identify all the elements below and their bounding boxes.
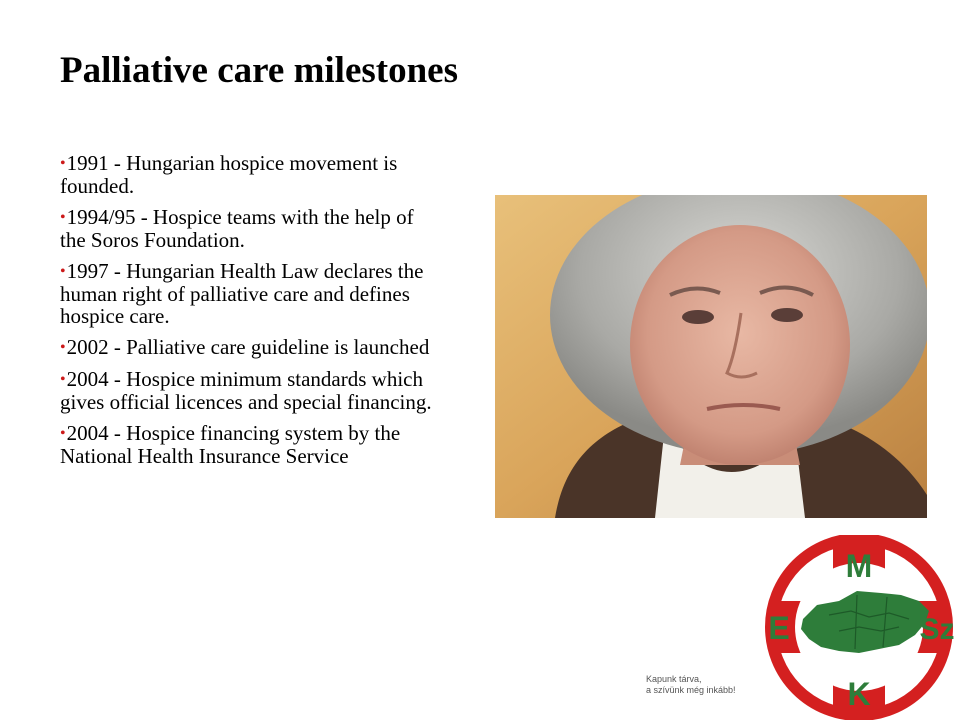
bullet-icon: • [60, 371, 66, 388]
logo-tagline [646, 674, 796, 696]
milestone-text: 2002 - Palliative care guideline is launched [66, 335, 430, 359]
milestone-text: 1991 - Hungarian hospice movement is founded. [60, 151, 398, 198]
milestone-item [60, 152, 440, 197]
bullet-icon: • [60, 209, 66, 226]
portrait-photo [495, 195, 927, 518]
logo-letter-k: K [847, 676, 871, 712]
logo-letter-sz: Sz [919, 613, 955, 646]
tagline-line-1: Kapunk tárva, [646, 674, 702, 684]
milestone-text: 1997 - Hungarian Health Law declares the human right of palliative care and defines hospice care. [60, 259, 424, 328]
milestones-list [60, 152, 440, 476]
bullet-icon: • [60, 425, 66, 442]
bullet-icon: • [60, 263, 66, 280]
milestone-item [60, 206, 440, 251]
tagline-line-2: a szívünk még inkább! [646, 685, 736, 695]
milestone-item [60, 336, 440, 359]
milestone-item [60, 260, 440, 327]
logo-letter-m: M [845, 548, 873, 584]
milestone-text: 2004 - Hospice financing system by the National Health Insurance Service [60, 421, 401, 468]
slide-title: Palliative care milestones [60, 50, 458, 91]
milestone-item [60, 368, 440, 413]
bullet-icon: • [60, 155, 66, 172]
bullet-icon: • [60, 339, 66, 356]
logo-letter-e: E [768, 610, 790, 646]
milestone-text: 2004 - Hospice minimum standards which gives official licences and special financing. [60, 367, 432, 414]
milestone-text: 1994/95 - Hospice teams with the help of the Soros Foundation. [60, 205, 414, 252]
milestone-item [60, 422, 440, 467]
